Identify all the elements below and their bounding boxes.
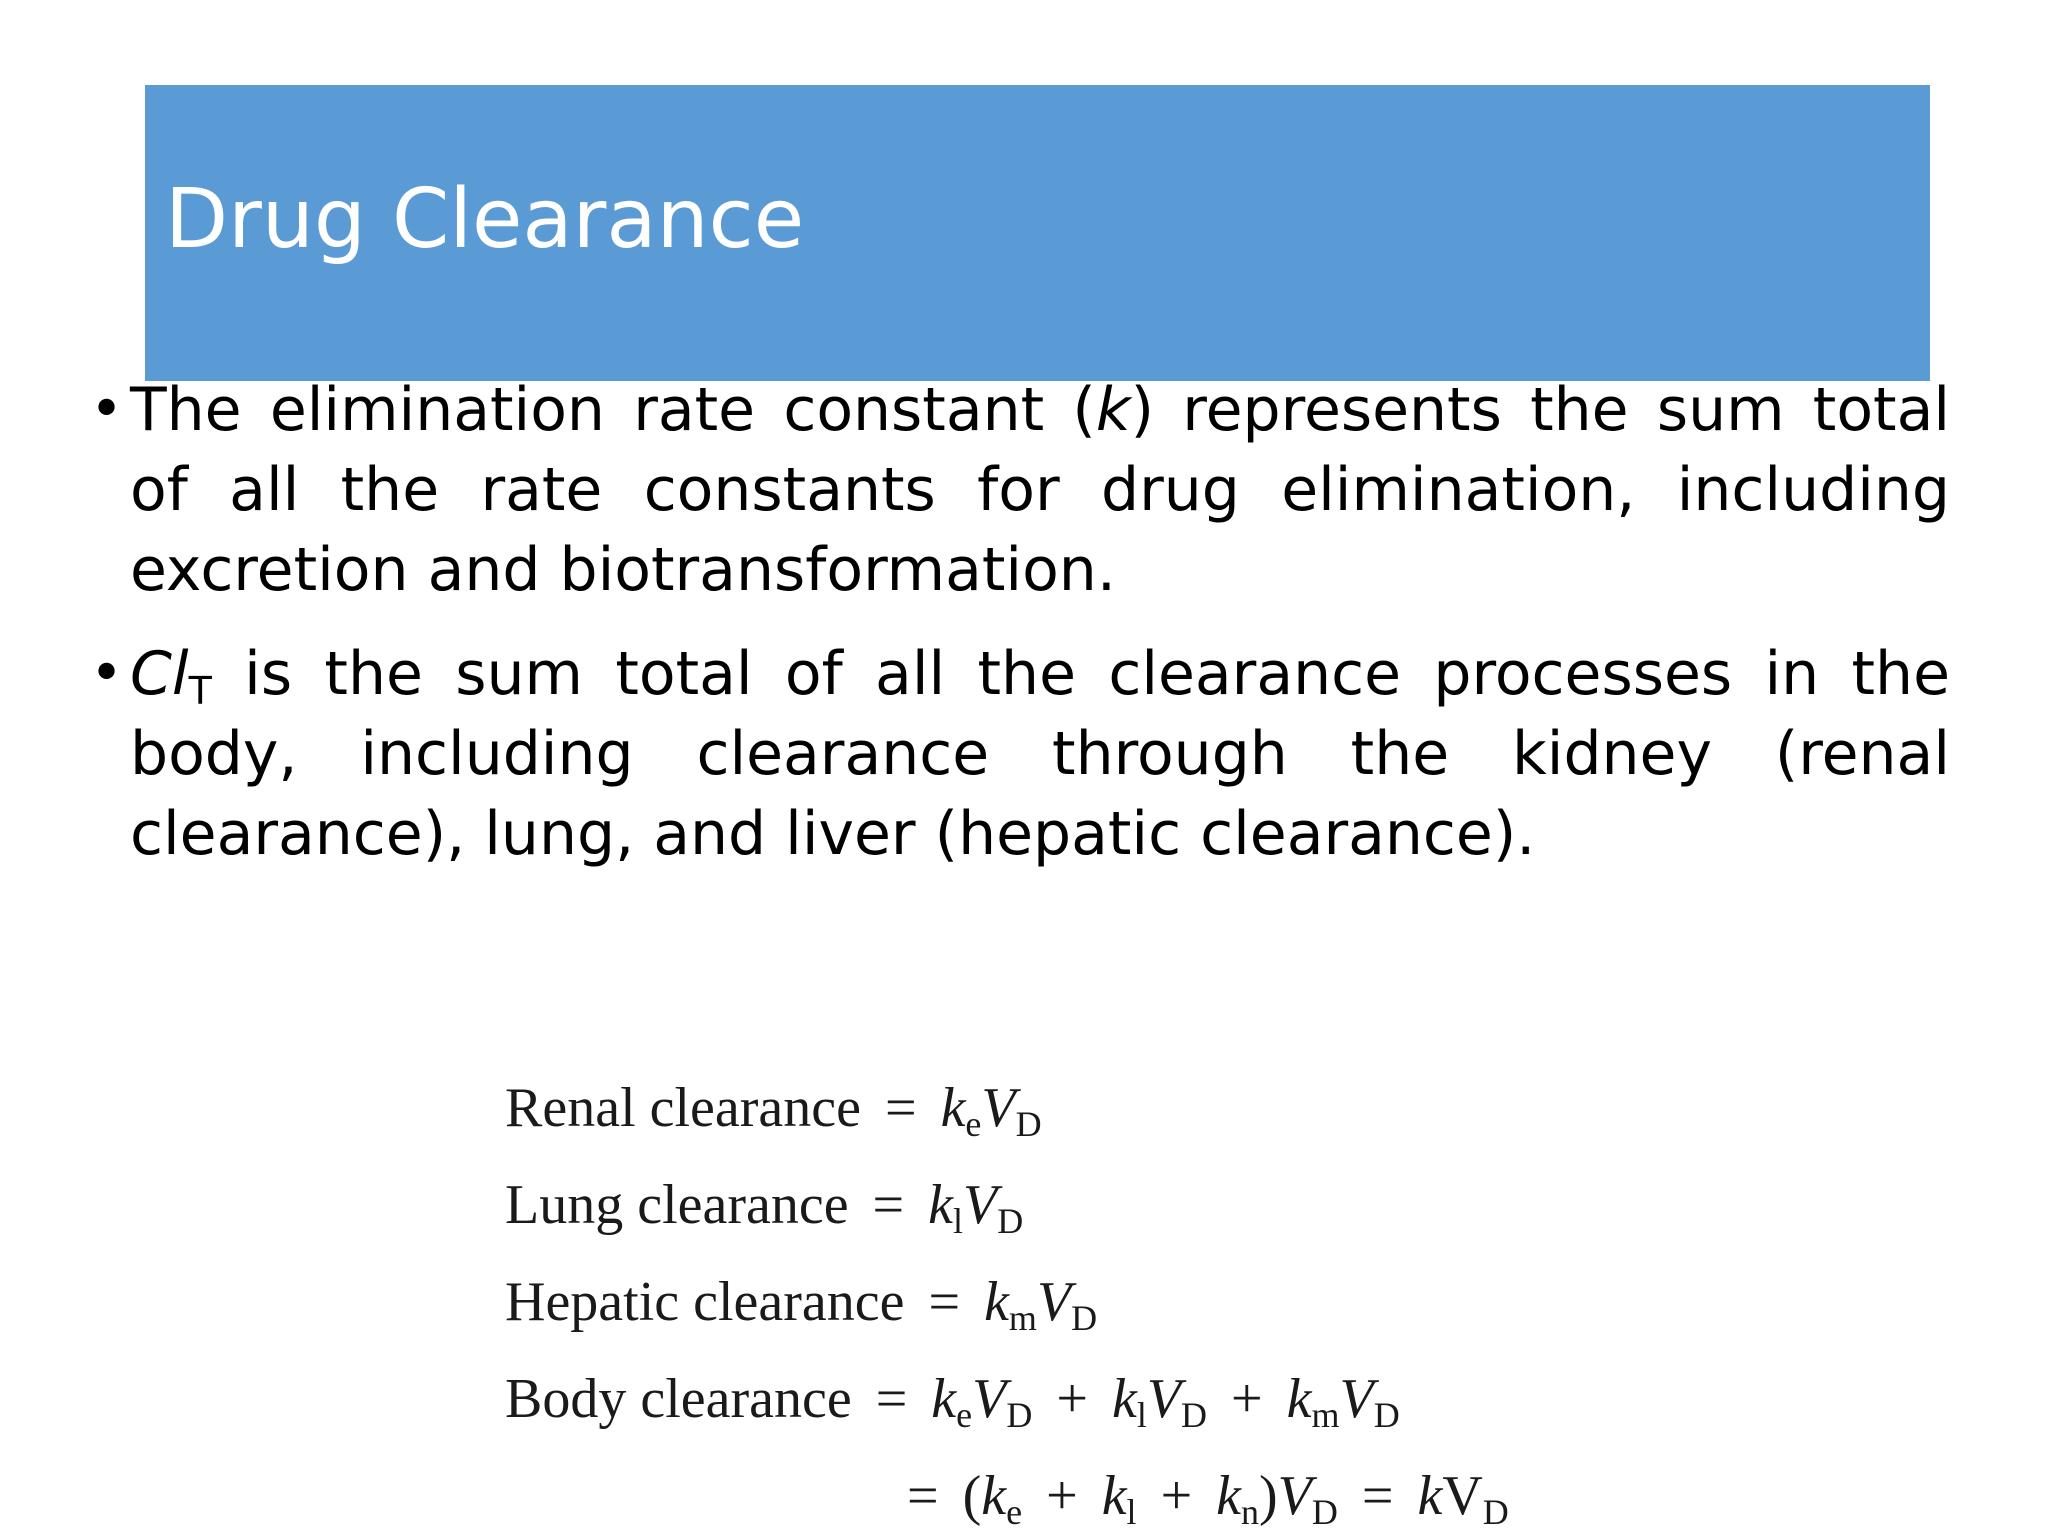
equation-label: Body clearance <box>505 1368 852 1430</box>
subscript: e <box>956 1395 973 1435</box>
bullet-total-clearance <box>90 634 1950 874</box>
rate-constant: k <box>981 1465 1007 1527</box>
subscript: D <box>1071 1298 1098 1338</box>
rate-constant: k <box>1286 1368 1312 1430</box>
paren-open: ( <box>962 1465 982 1527</box>
rate-constant: k <box>931 1368 957 1430</box>
rate-constant: k <box>1111 1368 1137 1430</box>
rate-constant: k <box>1216 1465 1242 1527</box>
paren-close: ) <box>1259 1465 1278 1527</box>
subscript: D <box>1015 1104 1042 1144</box>
equation-label: Lung clearance <box>505 1174 849 1236</box>
equals-sign: = <box>875 1368 908 1430</box>
bullet-dot: • <box>90 377 124 442</box>
equation-renal <box>505 1060 1509 1157</box>
equation-lung <box>505 1157 1509 1254</box>
equals-sign: = <box>928 1271 961 1333</box>
rate-constant: k <box>940 1077 966 1139</box>
subscript: D <box>1311 1492 1338 1532</box>
subscript: m <box>1311 1395 1340 1435</box>
subscript: D <box>1006 1395 1033 1435</box>
equation-hepatic <box>505 1254 1509 1351</box>
equals-sign: = <box>872 1174 905 1236</box>
volume: V <box>1146 1368 1182 1430</box>
subscript: l <box>1136 1395 1147 1435</box>
bullet-var-k: k <box>1095 375 1131 445</box>
plus-sign: + <box>1046 1465 1078 1527</box>
title-bar <box>145 85 1930 381</box>
subscript: D <box>997 1201 1024 1241</box>
volume: V <box>1339 1368 1374 1430</box>
subscript: l <box>953 1201 964 1241</box>
bullet-dot: • <box>90 641 124 706</box>
volume: V <box>972 1368 1007 1430</box>
bullet-var-cl-subscript: T <box>188 669 212 713</box>
rate-constant: k <box>1101 1465 1127 1527</box>
equals-sign: = <box>884 1077 917 1139</box>
bullet-elimination-rate <box>90 370 1950 610</box>
rate-constant: k <box>928 1174 953 1236</box>
subscript: l <box>1126 1492 1137 1532</box>
subscript: D <box>1181 1395 1208 1435</box>
volume: V <box>981 1077 1016 1139</box>
volume: V <box>1036 1271 1072 1333</box>
subscript: e <box>1006 1492 1023 1532</box>
equals-sign: = <box>1361 1465 1394 1527</box>
plus-sign: + <box>1231 1368 1263 1430</box>
bullet-text-after: is the sum total of all the clearance processes in the body, including clearance through the kidney (renal clearance), lung, and liver (hepatic clearance). <box>130 639 1950 869</box>
bullet-list <box>90 370 1950 898</box>
bullet-var-cl: Cl <box>130 639 189 709</box>
slide-title: Drug Clearance <box>165 172 805 267</box>
equation-label: Renal clearance <box>505 1077 861 1139</box>
subscript: D <box>1482 1492 1509 1532</box>
volume: V <box>963 1174 998 1236</box>
equation-body-continued <box>505 1448 1509 1536</box>
clearance-equations <box>505 1060 1509 1536</box>
subscript: e <box>965 1104 982 1144</box>
equals-sign: = <box>907 1465 939 1527</box>
bullet-text-before: The elimination rate constant ( <box>130 375 1096 445</box>
volume-final: V <box>1442 1465 1483 1527</box>
rate-constant: k <box>984 1271 1009 1333</box>
volume: V <box>1277 1465 1312 1527</box>
equation-label: Hepatic clearance <box>505 1271 905 1333</box>
bullet-text-after: ) represents the sum total of all the rate constants for drug elimination, including excretion and biotransformation. <box>130 375 1950 605</box>
elimination-constant: k <box>1417 1465 1443 1527</box>
subscript: n <box>1241 1492 1260 1532</box>
plus-sign: + <box>1056 1368 1088 1430</box>
equation-body <box>505 1351 1509 1448</box>
plus-sign: + <box>1160 1465 1193 1527</box>
subscript: m <box>1008 1298 1037 1338</box>
subscript: D <box>1373 1395 1400 1435</box>
